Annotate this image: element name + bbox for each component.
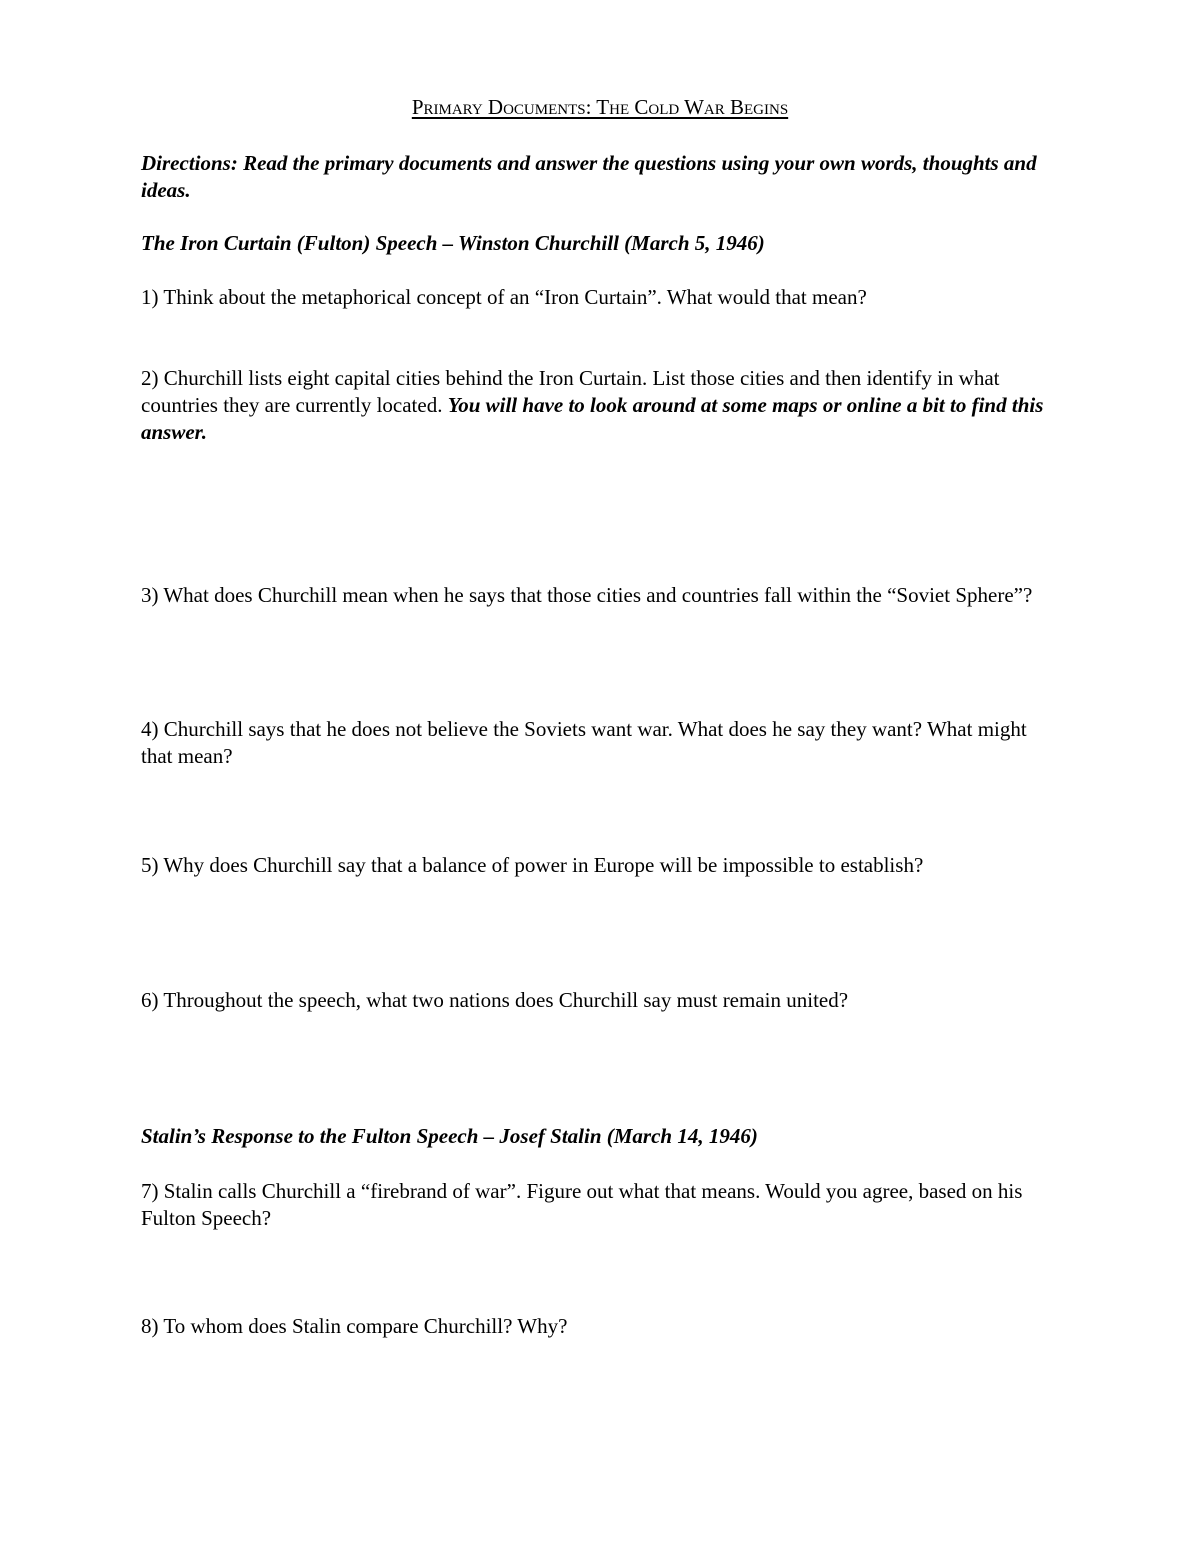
- section-heading-stalin: Stalin’s Response to the Fulton Speech – Josef Stalin (March 14, 1946): [141, 1124, 758, 1148]
- question-6: 6) Throughout the speech, what two nations does Churchill say must remain united?: [141, 988, 849, 1012]
- question-2-emphasis: You will have to look around at some maps or online a bit to find this answer.: [141, 393, 1044, 444]
- question-4: 4) Churchill says that he does not believe the Soviets want war. What does he say they want? What might that mean?: [141, 717, 1027, 768]
- page-title: Primary Documents: The Cold War Begins: [411, 95, 789, 119]
- directions: Directions: Read the primary documents and answer the questions using your own words, thoughts and ideas.: [141, 151, 1037, 202]
- question-3: 3) What does Churchill mean when he says that those cities and countries fall within the “Soviet Sphere”?: [141, 583, 1033, 607]
- section-heading-churchill: The Iron Curtain (Fulton) Speech – Winston Churchill (March 5, 1946): [141, 231, 765, 255]
- question-2-text: 2) Churchill lists eight capital cities behind the Iron Curtain. List those cities and then identify in what countries they are currently located.: [141, 366, 1000, 417]
- question-5: 5) Why does Churchill say that a balance of power in Europe will be impossible to establish?: [141, 853, 924, 877]
- question-8: 8) To whom does Stalin compare Churchill? Why?: [141, 1314, 568, 1338]
- question-1: 1) Think about the metaphorical concept of an “Iron Curtain”. What would that mean?: [141, 285, 867, 309]
- question-7: 7) Stalin calls Churchill a “firebrand of war”. Figure out what that means. Would you agree, based on his Fulton Speech?: [141, 1179, 1023, 1230]
- question-2: [141, 365, 1061, 446]
